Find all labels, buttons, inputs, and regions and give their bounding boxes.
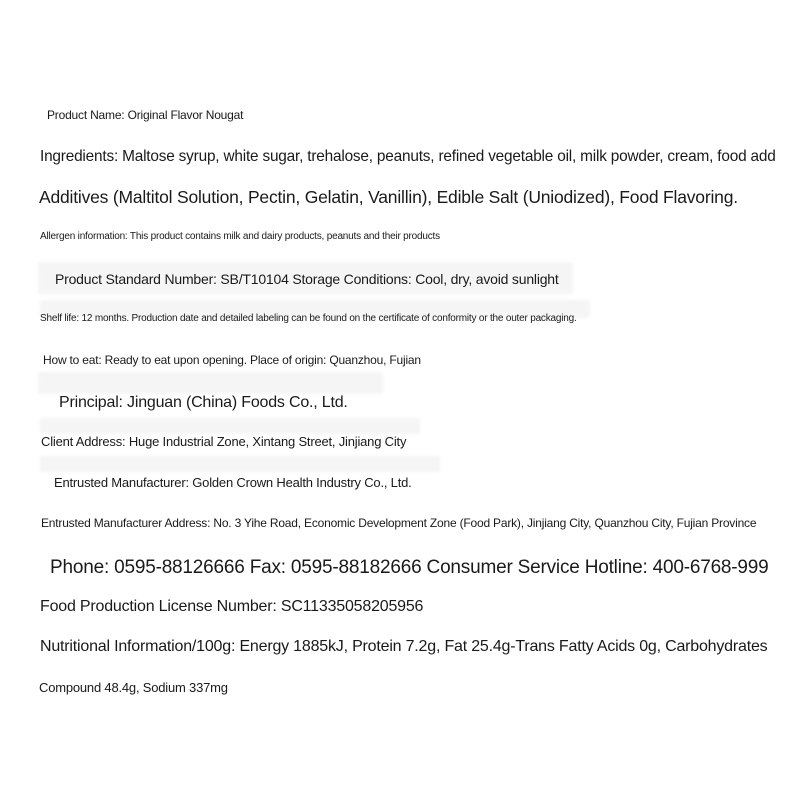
allergen-info: Allergen information: This product contains milk and dairy products, peanuts and their products <box>40 231 440 242</box>
ingredients-line-2: Additives (Maltitol Solution, Pectin, Gelatin, Vanillin), Edible Salt (Uniodized), Food Flavoring. <box>39 187 738 207</box>
client-address: Client Address: Huge Industrial Zone, Xintang Street, Jinjiang City <box>41 434 407 449</box>
background-smudge <box>40 456 440 472</box>
nutrition-line-2: Compound 48.4g, Sodium 337mg <box>39 680 228 695</box>
standard-and-storage: Product Standard Number: SB/T10104 Storage Conditions: Cool, dry, avoid sunlight <box>55 271 559 287</box>
manufacturer-address: Entrusted Manufacturer Address: No. 3 Yihe Road, Economic Development Zone (Food Park), Jinjiang City, Quanzhou City, Fujian Province <box>41 516 757 530</box>
product-name: Product Name: Original Flavor Nougat <box>47 108 244 122</box>
production-license: Food Production License Number: SC11335058205956 <box>40 598 424 615</box>
entrusted-manufacturer: Entrusted Manufacturer: Golden Crown Health Industry Co., Ltd. <box>54 475 412 490</box>
how-to-eat: How to eat: Ready to eat upon opening. Place of origin: Quanzhou, Fujian <box>43 353 421 367</box>
background-smudge <box>40 418 420 434</box>
background-smudge <box>38 372 383 394</box>
nutrition-line-1: Nutritional Information/100g: Energy 1885kJ, Protein 7.2g, Fat 25.4g-Trans Fatty Acids 0g, Carbohydrates <box>40 638 768 655</box>
ingredients-line-1: Ingredients: Maltose syrup, white sugar, trehalose, peanuts, refined vegetable oil, milk powder, cream, food add <box>40 148 776 165</box>
contact-phones: Phone: 0595-88126666 Fax: 0595-88182666 Consumer Service Hotline: 400-6768-999 <box>50 557 769 578</box>
principal: Principal: Jinguan (China) Foods Co., Ltd. <box>59 394 348 411</box>
shelf-life: Shelf life: 12 months. Production date and detailed labeling can be found on the certificate of conformity or the outer packaging. <box>40 313 577 324</box>
